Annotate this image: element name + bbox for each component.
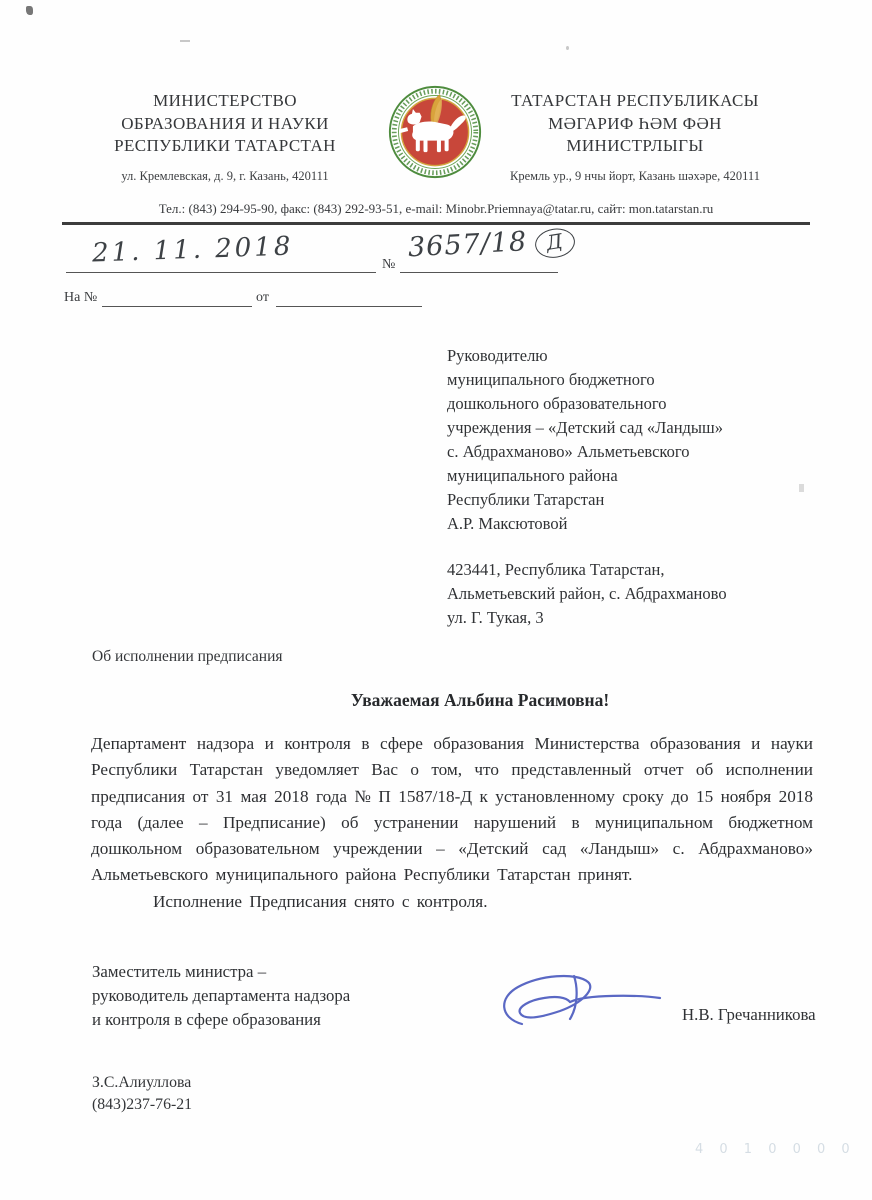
recipient-line: учреждения – «Детский сад «Ландыш» [447,418,723,437]
handwritten-number-value: 3657/18 [407,226,528,264]
signature-ink-icon [488,966,683,1048]
recipient-line: муниципального бюджетного [447,370,655,389]
contact-line: Тел.: (843) 294-95-90, факс: (843) 292-93-51, e-mail: Minobr.Priemnaya@tatar.ru, сайт: mon.tatarstan.ru [158,201,714,216]
reply-date-label: от [256,290,269,305]
signer-position-line: руководитель департамента надзора [92,986,351,1005]
ministry-name-ru [70,90,380,184]
salutation: Уважаемая Альбина Расимовна! [350,690,610,710]
body-paragraph-1: Департамент надзора и контроля в сфере образования Министерства образования и науки Республики Татарстан уведомляет Вас о том, что представленный отчет об исполнении предписания от 31 мая 2018 года № П 1587/18-Д к установленному сроку до 15 ноября 2018 года (далее – Предписание) об устранении нарушений в муниципальном бюджетном дошкольном образовательном учреждении – «Детский сад «Ландыш» с. Абдрахманово» Альметьевского муниципального района Республики Татарстан принят. [91,734,813,885]
ministry-address-tt: Кремль ур., 9 нчы йорт, Казань шәхәре, 420111 [510,168,760,183]
letter-body [91,731,813,915]
ministry-name-tt-line2: МӘГАРИФ ҺӘМ ФӘН [548,113,722,133]
recipient-line: Руководителю [447,346,548,365]
ministry-name-ru-line1: МИНИСТЕРСТВО [153,91,297,110]
reply-number-blank-line [102,305,252,307]
subject-line: Об исполнении предписания [92,648,283,665]
recipient-address-line: ул. Г. Тукая, 3 [447,608,544,627]
executor-phone: (843)237-76-21 [92,1096,193,1113]
recipient-address-line: 423441, Республика Татарстан, [447,560,665,579]
recipient-line: муниципального района [447,466,618,485]
recipient-address-block [447,558,827,630]
body-paragraph-2: Исполнение Предписания снято с контроля. [153,891,488,911]
recipient-line: с. Абдрахманово» Альметьевского [447,442,690,461]
date-blank-line [66,271,376,273]
ministry-name-tt-line3: МИНИСТРЛЫГЫ [566,136,704,155]
recipient-line: дошкольного образовательного [447,394,667,413]
number-blank-line [400,271,558,273]
scan-speck [26,6,33,15]
handwritten-number [407,224,576,266]
ministry-name-ru-line3: РЕСПУБЛИКИ ТАТАРСТАН [114,136,336,155]
handwritten-signature [488,966,683,1048]
header-divider-rule [62,222,810,225]
number-label: № [382,257,396,272]
executor-name: З.С.Алиуллова [92,1074,192,1091]
handwritten-date: 21. 11. 2018 [91,231,294,269]
recipient-line: Республики Татарстан [447,490,605,509]
ministry-address-ru: ул. Кремлевская, д. 9, г. Казань, 420111 [121,168,329,183]
handwritten-number-letter-circled: Д [533,226,577,261]
ministry-name-ru-line2: ОБРАЗОВАНИЯ И НАУКИ [121,113,329,133]
reply-date-blank-line [276,305,422,307]
signer-position-line: и контроля в сфере образования [92,1010,321,1029]
ministry-name-tt [470,90,800,184]
signer-position-line: Заместитель министра – [92,962,267,981]
recipient-line: А.Р. Максютовой [447,514,568,533]
executor-block [92,1072,192,1116]
scan-speck [566,46,569,50]
ministry-name-tt-line1: ТАТАРСТАН РЕСПУБЛИКАСЫ [511,91,759,110]
scan-speck [180,40,190,42]
signer-position-block [92,960,422,1032]
tatarstan-coat-of-arms [387,84,483,180]
recipient-address-line: Альметьевский район, с. Абдрахманово [447,584,727,603]
tatarstan-emblem-icon [387,84,483,180]
recipient-block [447,344,827,536]
faint-registration-digits: 4 0 1 0 0 0 0 [695,1142,856,1157]
reply-number-label: На № [64,290,98,305]
signer-name: Н.В. Гречанникова [682,1005,816,1024]
